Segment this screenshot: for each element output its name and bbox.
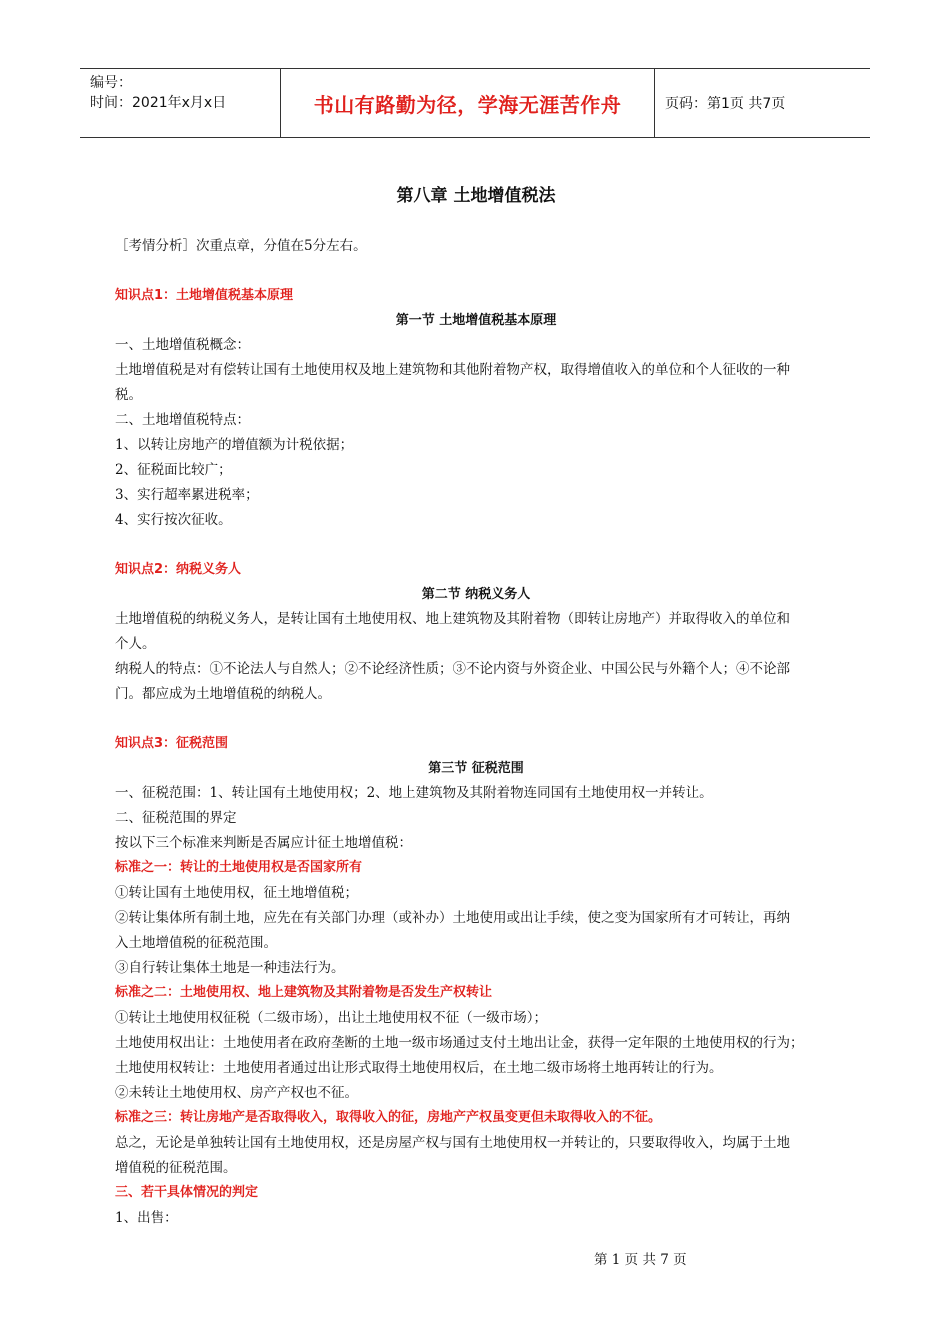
section-2-title: 第二节 纳税义务人 [421, 587, 531, 602]
paragraph-line: 总之，无论是单独转让国有土地使用权，还是房屋产权与国有土地使用权一并转让的，只要取得收入，均属于土地 [115, 1135, 790, 1151]
paragraph-line: 个人。 [115, 636, 156, 652]
header-motto: 书山有路勤为径，学海无涯苦作舟 [281, 69, 655, 137]
chapter-title: 第八章 土地增值税法 [396, 186, 556, 206]
header-left-cell [80, 69, 281, 137]
knowledge-point-2: 知识点2：纳税义务人 [115, 562, 242, 577]
paragraph-line: 一、征税范围：1、转让国有土地使用权；2、地上建筑物及其附着物连同国有土地使用权一并转让。 [115, 785, 713, 801]
paragraph-line: ②未转让土地使用权、房产产权也不征。 [115, 1085, 358, 1101]
standard-3-heading: 标准之三：转让房地产是否取得收入，取得收入的征，房地产产权虽变更但未取得收入的不征。 [115, 1110, 662, 1125]
list-item: 3、实行超率累进税率； [115, 487, 259, 503]
doc-number-label: 编号： [90, 75, 132, 91]
knowledge-point-1: 知识点1：土地增值税基本原理 [115, 288, 294, 303]
paragraph-line: 增值税的征税范围。 [115, 1160, 237, 1176]
section-3-title: 第三节 征税范围 [428, 761, 524, 776]
paragraph-line: 土地使用权转让：土地使用者通过出让形式取得土地使用权后，在土地二级市场将土地再转让的行为。 [115, 1060, 723, 1076]
section-1-title: 第一节 土地增值税基本原理 [395, 313, 557, 328]
paragraph-line: ①转让土地使用权征税（二级市场），出让土地使用权不征（一级市场）； [115, 1010, 547, 1026]
paragraph-line: 一、土地增值税概念： [115, 337, 250, 353]
paragraph-line: 土地使用权出让：土地使用者在政府垄断的土地一级市场通过支付土地出让金，获得一定年限的土地使用权的行为； [115, 1035, 804, 1051]
list-item: 4、实行按次征收。 [115, 512, 232, 528]
paragraph-line: 门。都应成为土地增值税的纳税人。 [115, 686, 331, 702]
exam-analysis: ［考情分析］次重点章，分值在5分左右。 [115, 238, 367, 254]
header-page-label: 页码：第1页 共7页 [665, 96, 786, 112]
paragraph-line: 纳税人的特点：①不论法人与自然人；②不论经济性质；③不论内资与外资企业、中国公民与外籍个人；④不论部 [115, 661, 790, 677]
doc-time-label: 时间：2021年x月x日 [90, 95, 227, 111]
paragraph-line: 入土地增值税的征税范围。 [115, 935, 277, 951]
knowledge-point-3: 知识点3：征税范围 [115, 736, 229, 751]
list-item: 1、以转让房地产的增值额为计税依据； [115, 437, 354, 453]
standard-1-heading: 标准之一：转让的土地使用权是否国家所有 [115, 860, 363, 875]
page-footer: 第 1 页 共 7 页 [594, 1252, 687, 1268]
subsection-heading: 三、若干具体情况的判定 [115, 1185, 259, 1200]
paragraph-line: 1、出售： [115, 1210, 178, 1226]
list-item: 2、征税面比较广； [115, 462, 232, 478]
paragraph-line: ③自行转让集体土地是一种违法行为。 [115, 960, 345, 976]
paragraph-line: ②转让集体所有制土地，应先在有关部门办理（或补办）土地使用或出让手续，使之变为国家所有才可转让，再纳 [115, 910, 790, 926]
paragraph-line: 土地增值税是对有偿转让国有土地使用权及地上建筑物和其他附着物产权，取得增值收入的单位和个人征收的一种 [115, 362, 790, 378]
paragraph-line: 税。 [115, 387, 142, 403]
paragraph-line: ①转让国有土地使用权，征土地增值税； [115, 885, 358, 901]
header-table [80, 68, 870, 138]
paragraph-line: 土地增值税的纳税义务人，是转让国有土地使用权、地上建筑物及其附着物（即转让房地产）并取得收入的单位和 [115, 611, 790, 627]
paragraph-line: 按以下三个标准来判断是否属应计征土地增值税： [115, 835, 412, 851]
paragraph-line: 二、土地增值税特点： [115, 412, 250, 428]
standard-2-heading: 标准之二：土地使用权、地上建筑物及其附着物是否发生产权转让 [115, 985, 493, 1000]
paragraph-line: 二、征税范围的界定 [115, 810, 237, 826]
